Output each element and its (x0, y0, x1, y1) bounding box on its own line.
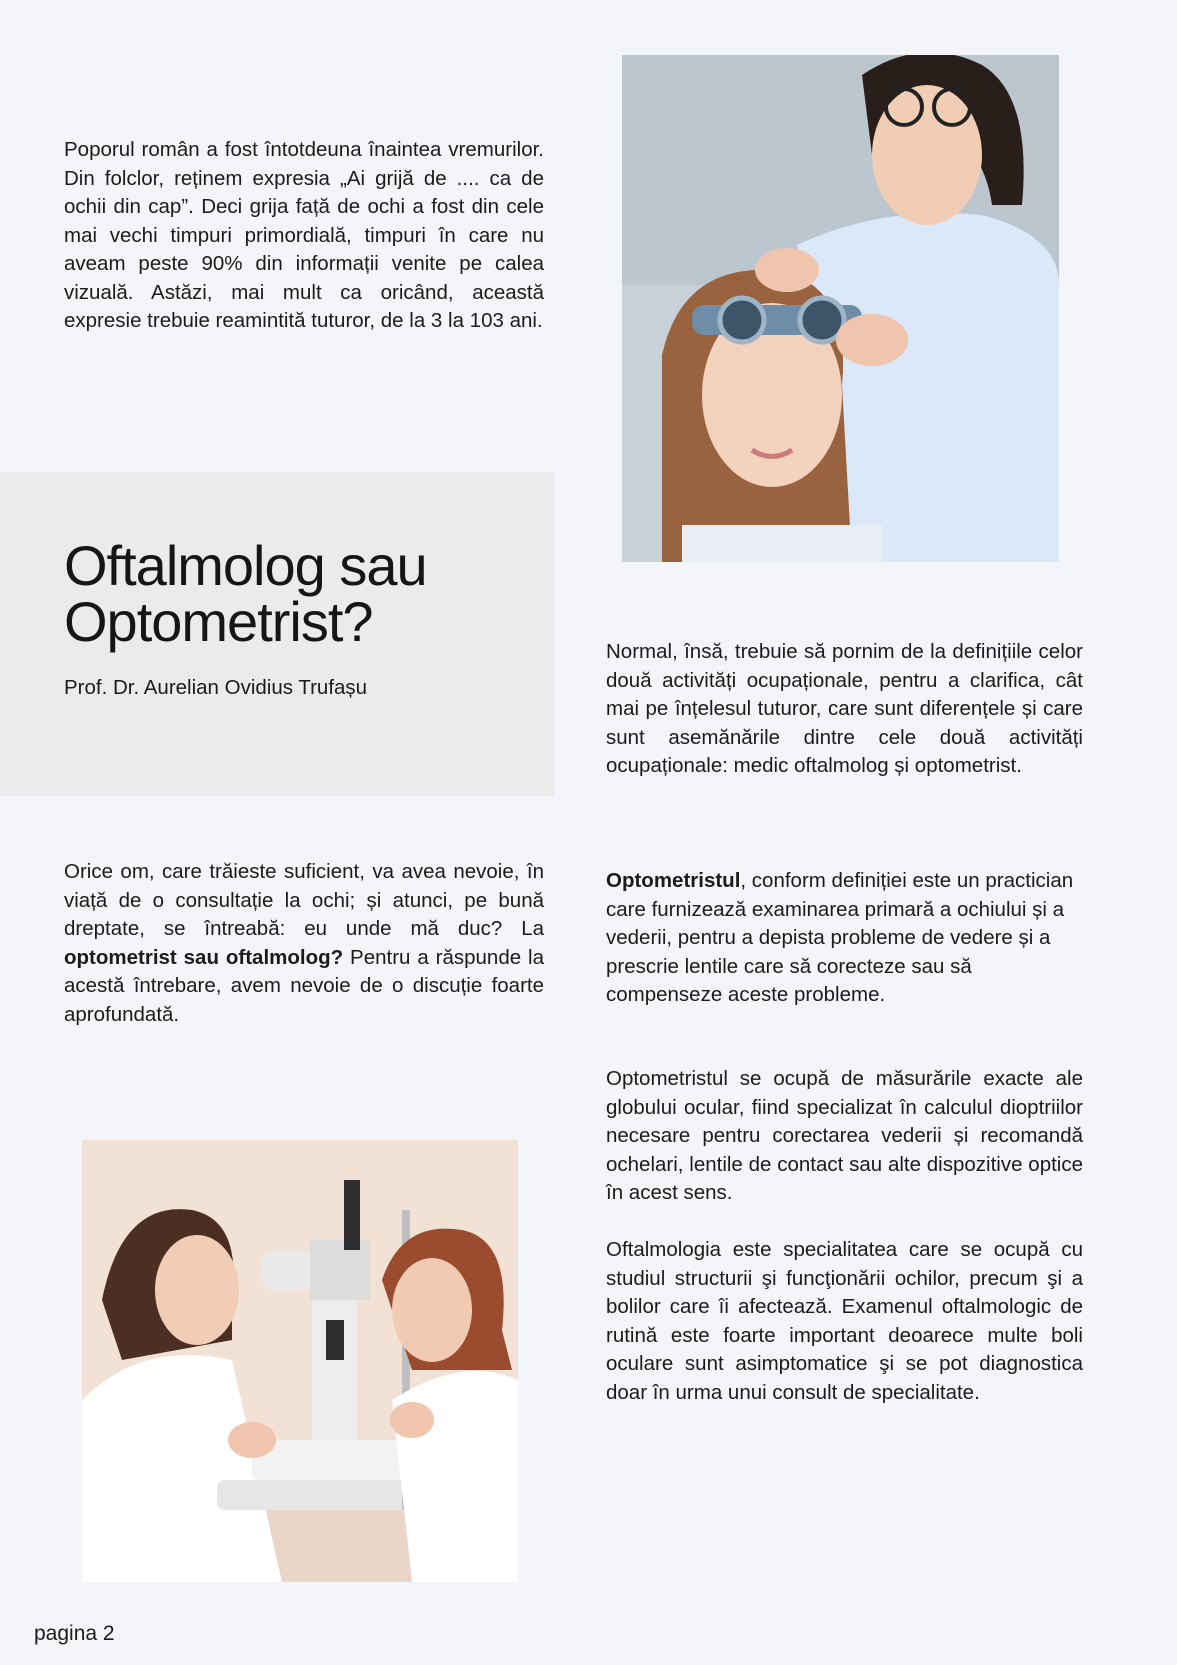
title-line-2: Optometrist? (64, 590, 373, 653)
title-line-1: Oftalmolog sau (64, 534, 427, 597)
optometrist-term: Optometristul (606, 869, 741, 892)
author-name: Prof. Dr. Aurelian Ovidius Trufașu (64, 676, 368, 699)
question-bold: optometrist sau oftalmolog? (64, 945, 344, 969)
question-text-after: Pentru a răspunde la acestă întrebare, avem nevoie de o discuție foarte aprofundată. (64, 945, 544, 1026)
article-title (64, 534, 427, 653)
question-paragraph (64, 858, 544, 1029)
ophthalmology-paragraph: Oftalmologia este specialitatea care se ocupă cu studiul structurii şi funcţionării ochilor, precum şi a bolilor care îi afectează. Examenul oftalmologic de rutină este foarte important deoarece multe boli oculare sunt asimptomatice şi se pot diagnostica doar în urma unui consult de specialitate. (606, 1238, 1083, 1404)
page-number: pagina 2 (34, 1622, 115, 1645)
optometrist-measurements-paragraph: Optometristul se ocupă de măsurările exacte ale globului ocular, fiind specializat în calculul dioptriilor necesare pentru corectarea vederii și recomandă ochelari, lentile de contact sau alte dispozitive optice în acest sens. (606, 1067, 1083, 1204)
intro-paragraph: Poporul român a fost întotdeuna înaintea vremurilor. Din folclor, reținem expresia „Ai grijă de .... ca de ochii din cap”. Deci grija față de ochi a fost din cele mai vechi timpuri primordială, timpuri în care nu aveam peste 90% din informații venite pe calea vizuală. Astăzi, mai mult ca oricând, această expresie trebuie reamintită tuturor, de la 3 la 103 ani. (64, 138, 544, 332)
optometrist-definition-text: , conform definiției este un practician care furnizează examinarea primară a ochiului și a vederii, pentru a depista probleme de vedere și a prescrie lentile care să corecteze sau să compenseze aceste probleme. (606, 869, 1074, 1006)
slit-lamp-exam-photo (82, 1140, 518, 1582)
definitions-intro-paragraph: Normal, însă, trebuie să pornim de la definițiile celor două activități ocupaționale, pentru a clarifica, cât mai pe înțelesul tuturor, care sunt diferențele și care sunt asemănările dintre cele două activități ocupaționale: medic oftalmolog și optometrist. (606, 640, 1083, 777)
question-text-before: Orice om, care trăieste suficient, va avea nevoie, în viață de o consultație la ochi; și atunci, pe bună dreptate, se întreabă: eu unde mă duc? La (64, 860, 544, 940)
optometrist-definition-paragraph (606, 867, 1083, 1010)
optometrist-trial-frame-photo (622, 55, 1059, 562)
